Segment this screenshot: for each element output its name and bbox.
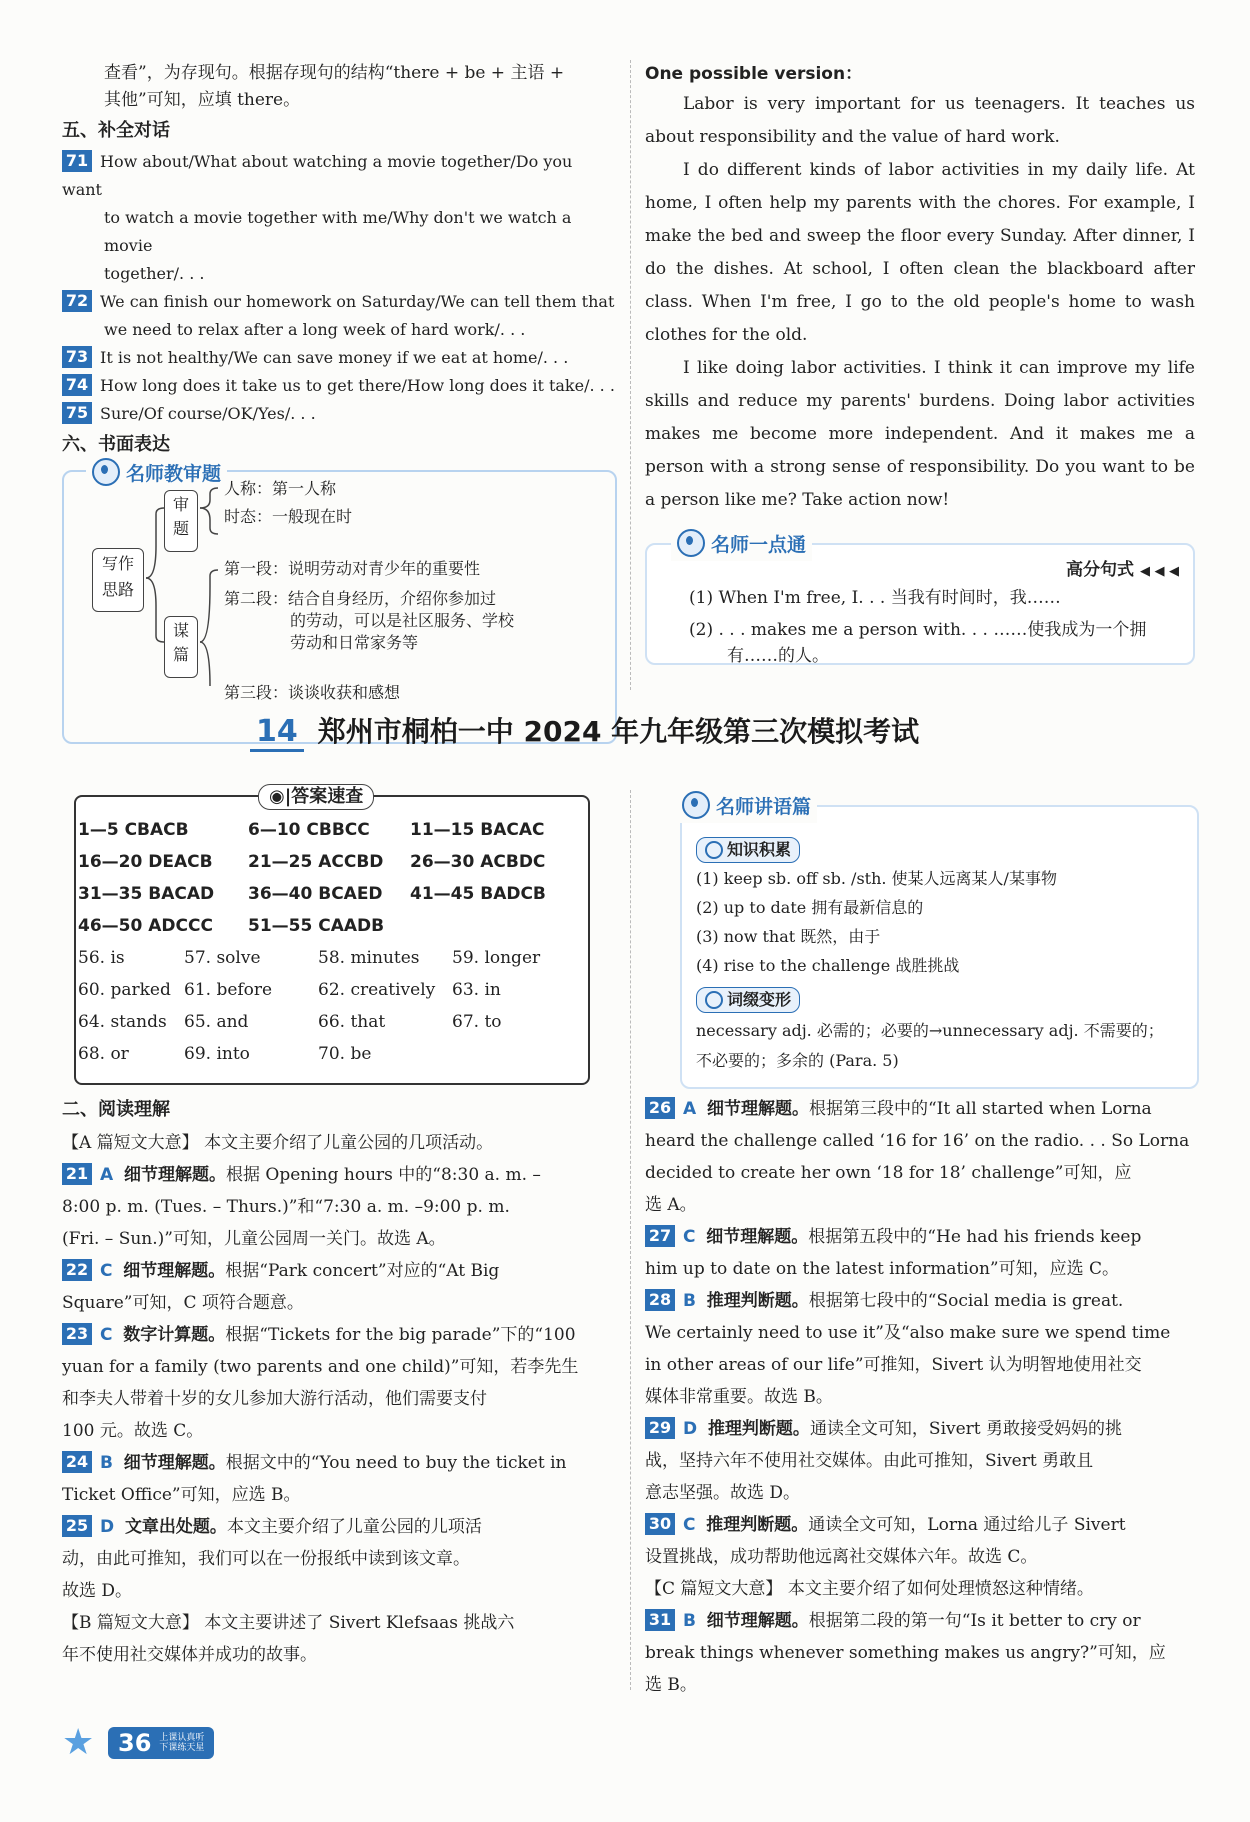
reading-answer: 23 C 数字计算题。根据“Tickets for the big parade”下的“100 yuan for a family (two parents and one child)”可知，若李先生 和李夫人带着十岁的女儿参加大游行活动，他们需要支付 100 元。故选 C。: [62, 1324, 579, 1441]
question-number: 72: [62, 290, 92, 312]
reading-answer: 24 B 细节理解题。根据文中的“You need to buy the ticket in Ticket Office”可知，应选 B。: [62, 1452, 567, 1505]
essay-paragraph: Labor is very important for us teenagers. It teaches us about responsibility and the value of hard work.: [645, 94, 1195, 147]
bulb-icon: [705, 991, 723, 1009]
tip-line: (1) When I'm free, I. . . 当我有时间时，我……: [689, 588, 1061, 608]
reading-answer: 25 D 文章出处题。本文主要介绍了儿童公园的儿项活 动，由此可推知，我们可以在一份报纸中读到该文章。 故选 D。: [62, 1516, 482, 1601]
summary-b: 【B 篇短文大意】 本文主要讲述了 Sivert Klefsaas 挑战六: [62, 1613, 515, 1633]
tip-tag: 名师一点通: [677, 529, 806, 557]
question-number: 23: [62, 1323, 92, 1345]
top-right-column: [645, 60, 1195, 665]
mindmap-root: 写作思路: [92, 548, 144, 612]
reading-answer: 29 D 推理判断题。通读全文可知，Sivert 勇敢接受妈妈的挑 战，坚持六年不使用社交媒体。由此可推知，Sivert 勇敢且 意志坚强。故选 D。: [645, 1418, 1123, 1503]
footer: [62, 1722, 214, 1763]
knowledge-item: (3) now that 既然，由于: [696, 927, 881, 946]
question-number: 25: [62, 1515, 92, 1537]
mindmap: [64, 479, 615, 702]
test-heading: [250, 710, 919, 750]
question-number: 22: [62, 1259, 92, 1281]
tip-box: [645, 533, 1195, 666]
mc-row: 16—20 DEACB 21—25 ACCBD 26—30 ACBDC: [78, 852, 546, 872]
tip-line: (2) . . . makes me a person with. . . ……使我成为一个拥: [689, 620, 1147, 640]
mindmap-item: 第二段：结合自身经历，介绍你参加过: [224, 589, 497, 608]
reading-answer: 26 A 细节理解题。根据第三段中的“It all started when Lorna heard the challenge called ‘16 for 16’ on the radio. . . So Lorna decided to create her own ‘18 for 18’ challenge”可知，应 选 A。: [645, 1098, 1190, 1215]
knowledge-item: (2) up to date 拥有最新信息的: [696, 898, 924, 917]
answer-box-title: ◉|答案速查: [258, 784, 374, 810]
top-left-column: [62, 60, 617, 744]
column-divider: [630, 60, 631, 690]
question-number: 29: [645, 1417, 675, 1439]
teacher-icon: [677, 529, 705, 557]
essay-paragraph: I do different kinds of labor activities in my daily life. At home, I often help my parents with the chores. For example, I make the bed and sweep the floor every Sunday. After dinner, I do the dishes. At school, I often clean the blackboard after class. When I'm free, I go to the old people's home to wash clothes for the old.: [645, 160, 1195, 345]
arrows-icon: ◀ ◀ ◀: [1139, 564, 1179, 579]
intro-line: 其他”可知，应填 there。: [104, 90, 301, 110]
tip-subtitle: 高分句式: [1066, 560, 1135, 580]
question-number: 26: [645, 1097, 675, 1119]
summary-b: 年不使用社交媒体并成功的故事。: [62, 1645, 317, 1665]
summary-a: 【A 篇短文大意】 本文主要介绍了儿童公园的几项活动。: [62, 1133, 494, 1153]
bulb-icon: [705, 841, 723, 859]
dialog-answer: 71 How about/What about watching a movie together/Do you want to watch a movie together with me/Why don't we watch a movie together/. . .: [62, 151, 573, 283]
lecture-tag: 名师讲语篇: [682, 791, 811, 819]
fill-row: 56. is 57. solve 58. minutes 59. longer: [78, 948, 541, 968]
dialog-answer: 72 We can finish our homework on Saturday/We can tell them that we need to relax after a long week of hard work/. . .: [62, 288, 617, 344]
mindmap-item: 人称：第一人称: [224, 479, 337, 498]
reading-answer: 30 C 推理判断题。通读全文可知，Lorna 通过给儿子 Sivert 设置挑战，成功帮助他远离社交媒体六年。故选 C。: [645, 1514, 1126, 1567]
section-title: 二、阅读理解: [62, 1099, 170, 1120]
reading-answer: 28 B 推理判断题。根据第七段中的“Social media is great. We certainly need to use it”及“also make sure we spend time in other areas of our life”可推知，Sivert 认为明智地使用社交 媒体非常重要。故选 B。: [645, 1290, 1171, 1407]
question-number: 21: [62, 1163, 92, 1185]
teacher-tag: 名师教审题: [92, 458, 221, 486]
reading-answer: 22 C 细节理解题。根据“Park concert”对应的“At Big Square”可知，C 项符合题意。: [62, 1260, 500, 1313]
test-number: 14: [250, 714, 304, 752]
mindmap-item: 第一段：说明劳动对青少年的重要性: [224, 559, 481, 578]
column-divider: [630, 790, 631, 1690]
question-number: 30: [645, 1513, 675, 1535]
ear-icon: ◉: [269, 786, 285, 807]
mindmap-item: 劳动和日常家务等: [290, 633, 419, 652]
reading-answer: 27 C 细节理解题。根据第五段中的“He had his friends keep him up to date on the latest information”可知，应选 C。: [645, 1226, 1142, 1279]
mindmap-branch-review: 审题: [164, 490, 198, 552]
knowledge-item: (1) keep sb. off sb. /sth. 使某人远离某人/某事物: [696, 869, 1057, 888]
section-title: 五、补全对话: [62, 120, 170, 141]
star-mascot-icon: ★: [62, 1722, 95, 1763]
summary-c: 【C 篇短文大意】 本文主要介绍了如何处理愤怒这种情绪。: [645, 1579, 1094, 1599]
slogan: 上课认真听: [159, 1733, 205, 1743]
fill-row: 68. or 69. into 70. be: [78, 1044, 372, 1064]
question-number: 24: [62, 1451, 92, 1473]
slogan: 下课练天星: [159, 1743, 205, 1753]
lecture-box: [680, 795, 1199, 1089]
mindmap-branch-plan: 谋篇: [164, 616, 198, 678]
question-number: 31: [645, 1609, 675, 1631]
question-number: 28: [645, 1289, 675, 1311]
question-number: 75: [62, 402, 92, 424]
reading-right: [645, 1093, 1195, 1701]
knowledge-tag: 知识积累: [696, 837, 800, 863]
question-number: 73: [62, 346, 92, 368]
mc-row: 1—5 CBACB 6—10 CBBCC 11—15 BACAC: [78, 820, 545, 840]
dialog-answer: 73 It is not healthy/We can save money if we eat at home/. . .: [62, 344, 617, 372]
word-line: 不必要的；多余的 (Para. 5): [696, 1051, 899, 1070]
word-tag: 词缀变形: [696, 987, 800, 1013]
teacher-icon: [682, 791, 710, 819]
mc-row: 46—50 ADCCC 51—55 CAADB: [78, 916, 385, 936]
tip-line: 有……的人。: [727, 646, 829, 666]
version-title: One possible version：: [645, 64, 863, 84]
section-title: 六、书面表达: [62, 434, 170, 455]
reading-answer: 31 B 细节理解题。根据第二段的第一句“Is it better to cry or break things whenever something makes us angry?”可知，应 选 B。: [645, 1610, 1166, 1695]
mindmap-item: 的劳动，可以是社区服务、学校: [290, 611, 515, 630]
mindmap-item: 时态：一般现在时: [224, 507, 353, 526]
page-number: 36: [118, 1729, 152, 1757]
reading-answer: 21 A 细节理解题。根据 Opening hours 中的“8:30 a. m. – 8:00 p. m. (Tues. – Thurs.)”和“7:30 a. m. –9:00 p. m. (Fri. – Sun.)”可知，儿童公园周一关门。故选 A。: [62, 1164, 541, 1249]
question-number: 71: [62, 150, 92, 172]
page-number-badge: [108, 1727, 214, 1759]
knowledge-item: (4) rise to the challenge 战胜挑战: [696, 956, 960, 975]
fill-row: 64. stands 65. and 66. that 67. to: [78, 1012, 502, 1032]
reading-left: [62, 1093, 617, 1671]
word-line: necessary adj. 必需的；必要的→unnecessary adj. 不需要的；: [696, 1021, 1164, 1040]
test-title: 郑州市桐柏一中 2024 年九年级第三次模拟考试: [317, 715, 920, 748]
answer-grid: [78, 814, 572, 1070]
dialog-answer: 75 Sure/Of course/OK/Yes/. . .: [62, 400, 617, 428]
question-number: 27: [645, 1225, 675, 1247]
intro-line: 查看”，为存现句。根据存现句的结构“there + be + 主语 +: [104, 63, 565, 83]
fill-row: 60. parked 61. before 62. creatively 63. in: [78, 980, 501, 1000]
question-number: 74: [62, 374, 92, 396]
teacher-icon: [92, 458, 120, 486]
sample-essay: [645, 88, 1195, 517]
writing-guide-box: [62, 462, 617, 744]
essay-paragraph: I like doing labor activities. I think it can improve my life skills and reduce my parents' burdens. Doing labor activities makes me become more independent. And it makes me a person with a strong sense of responsibility. Do you want to be a person like me? Take action now!: [645, 358, 1195, 510]
mc-row: 31—35 BACAD 36—40 BCAED 41—45 BADCB: [78, 884, 546, 904]
mindmap-item: 第三段：谈谈收获和感想: [224, 683, 401, 702]
dialog-answer: 74 How long does it take us to get there/How long does it take/. . .: [62, 372, 617, 400]
